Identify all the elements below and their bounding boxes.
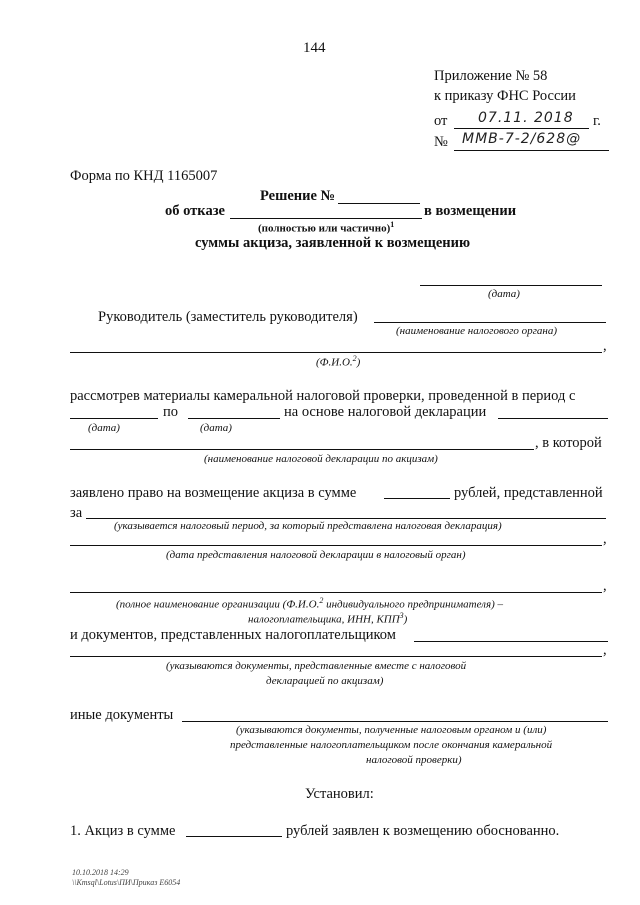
- basis-text: на основе налоговой декларации: [284, 404, 487, 420]
- date-caption-1: (дата): [88, 422, 120, 434]
- docs-line: [414, 641, 608, 642]
- form-code: Форма по КНД 1165007: [70, 168, 218, 184]
- declaration-line: [498, 418, 608, 419]
- za-label: за: [70, 505, 83, 521]
- appendix-line2: к приказу ФНС России: [434, 88, 576, 104]
- org-caption-2: налогоплательщика, ИНН, КПП$^3$): [248, 611, 408, 626]
- period-from-line: [70, 418, 158, 419]
- declaration-name-line: [70, 449, 534, 450]
- appendix-from-label: от: [434, 113, 448, 129]
- appendix-line1: Приложение № 58: [434, 68, 548, 84]
- date-line: [420, 285, 602, 286]
- decision-title: Решение №: [260, 188, 336, 204]
- date-caption: (дата): [488, 288, 520, 300]
- other-caption-3: налоговой проверки): [366, 754, 462, 766]
- docs-caption-1: (указываются документы, представленные вместе с налоговой: [166, 660, 467, 672]
- appendix-number: ММВ-7-2/628@: [462, 131, 582, 147]
- other-docs-line: [182, 721, 608, 722]
- appendix-num-label: №: [434, 134, 448, 150]
- other-docs-label: иные документы: [70, 707, 174, 723]
- refusal-suffix: в возмещении: [424, 203, 517, 219]
- other-caption-2: представленные налогоплательщиком после окончания камеральной: [230, 739, 553, 751]
- appendix-date: 07.11. 2018: [478, 110, 574, 126]
- other-caption-1: (указываются документы, полученные налоговым органом и (или): [236, 724, 547, 736]
- item1-sum-line: [186, 836, 282, 837]
- appendix-year-suffix: г.: [593, 113, 601, 129]
- decision-number-line: [338, 203, 420, 204]
- tax-body-caption: (наименование налогового органа): [396, 325, 558, 337]
- fio-line: [70, 352, 602, 353]
- org-line: [70, 592, 602, 593]
- rubles-text: рублей, представленной: [454, 485, 603, 501]
- refusal-line: [230, 218, 422, 219]
- item1-prefix: 1. Акциз в сумме: [70, 823, 176, 839]
- po-label: по: [163, 404, 179, 420]
- submission-line: [70, 545, 602, 546]
- fio-caption: (Ф.И.О.$^2$): [316, 354, 361, 369]
- claimed-text: заявлено право на возмещение акциза в сумме: [70, 485, 357, 501]
- sum-line: суммы акциза, заявленной к возмещению: [195, 235, 471, 251]
- footer-line1: 10.10.2018 14:29: [72, 868, 129, 877]
- item1-suffix: рублей заявлен к возмещению обоснованно.: [286, 823, 560, 839]
- period-line: [86, 518, 606, 519]
- footer-line2: \\Kmsql\Lotus\ПИ\Приказ E6054: [72, 878, 181, 887]
- appendix-number-line: [454, 150, 609, 151]
- appendix-date-line: [454, 128, 589, 129]
- established-heading: Установил:: [305, 786, 374, 802]
- page-number: 144: [303, 40, 326, 56]
- claimed-sum-line: [384, 498, 450, 499]
- declaration-caption: (наименование налоговой декларации по акцизам): [204, 453, 438, 465]
- review-text: рассмотрев материалы камеральной налоговой проверки, проведенной в период с: [70, 388, 576, 404]
- docs-line-2: [70, 656, 602, 657]
- docs-comma: ,: [603, 642, 607, 658]
- head-label: Руководитель (заместитель руководителя): [98, 309, 358, 325]
- docs-text: и документов, представленных налогоплательщиком: [70, 627, 396, 643]
- period-caption: (указывается налоговый период, за который представлена налоговая декларация): [114, 520, 502, 532]
- org-caption-1: (полное наименование организации (Ф.И.О.$^2$ индивидуального предпринимателя) –: [116, 596, 504, 611]
- fio-comma: ,: [603, 338, 607, 354]
- submission-comma: ,: [603, 531, 607, 547]
- submission-caption: (дата представления налоговой декларации в налоговый орган): [166, 549, 466, 561]
- date-caption-2: (дата): [200, 422, 232, 434]
- period-to-line: [188, 418, 280, 419]
- org-comma: ,: [603, 578, 607, 594]
- docs-caption-2: декларацией по акцизам): [266, 675, 384, 687]
- in-which-text: , в которой: [535, 435, 602, 451]
- refusal-hint: (полностью или частично)$^1$: [258, 220, 395, 235]
- refusal-prefix: об отказе: [165, 203, 225, 219]
- tax-body-line: [374, 322, 606, 323]
